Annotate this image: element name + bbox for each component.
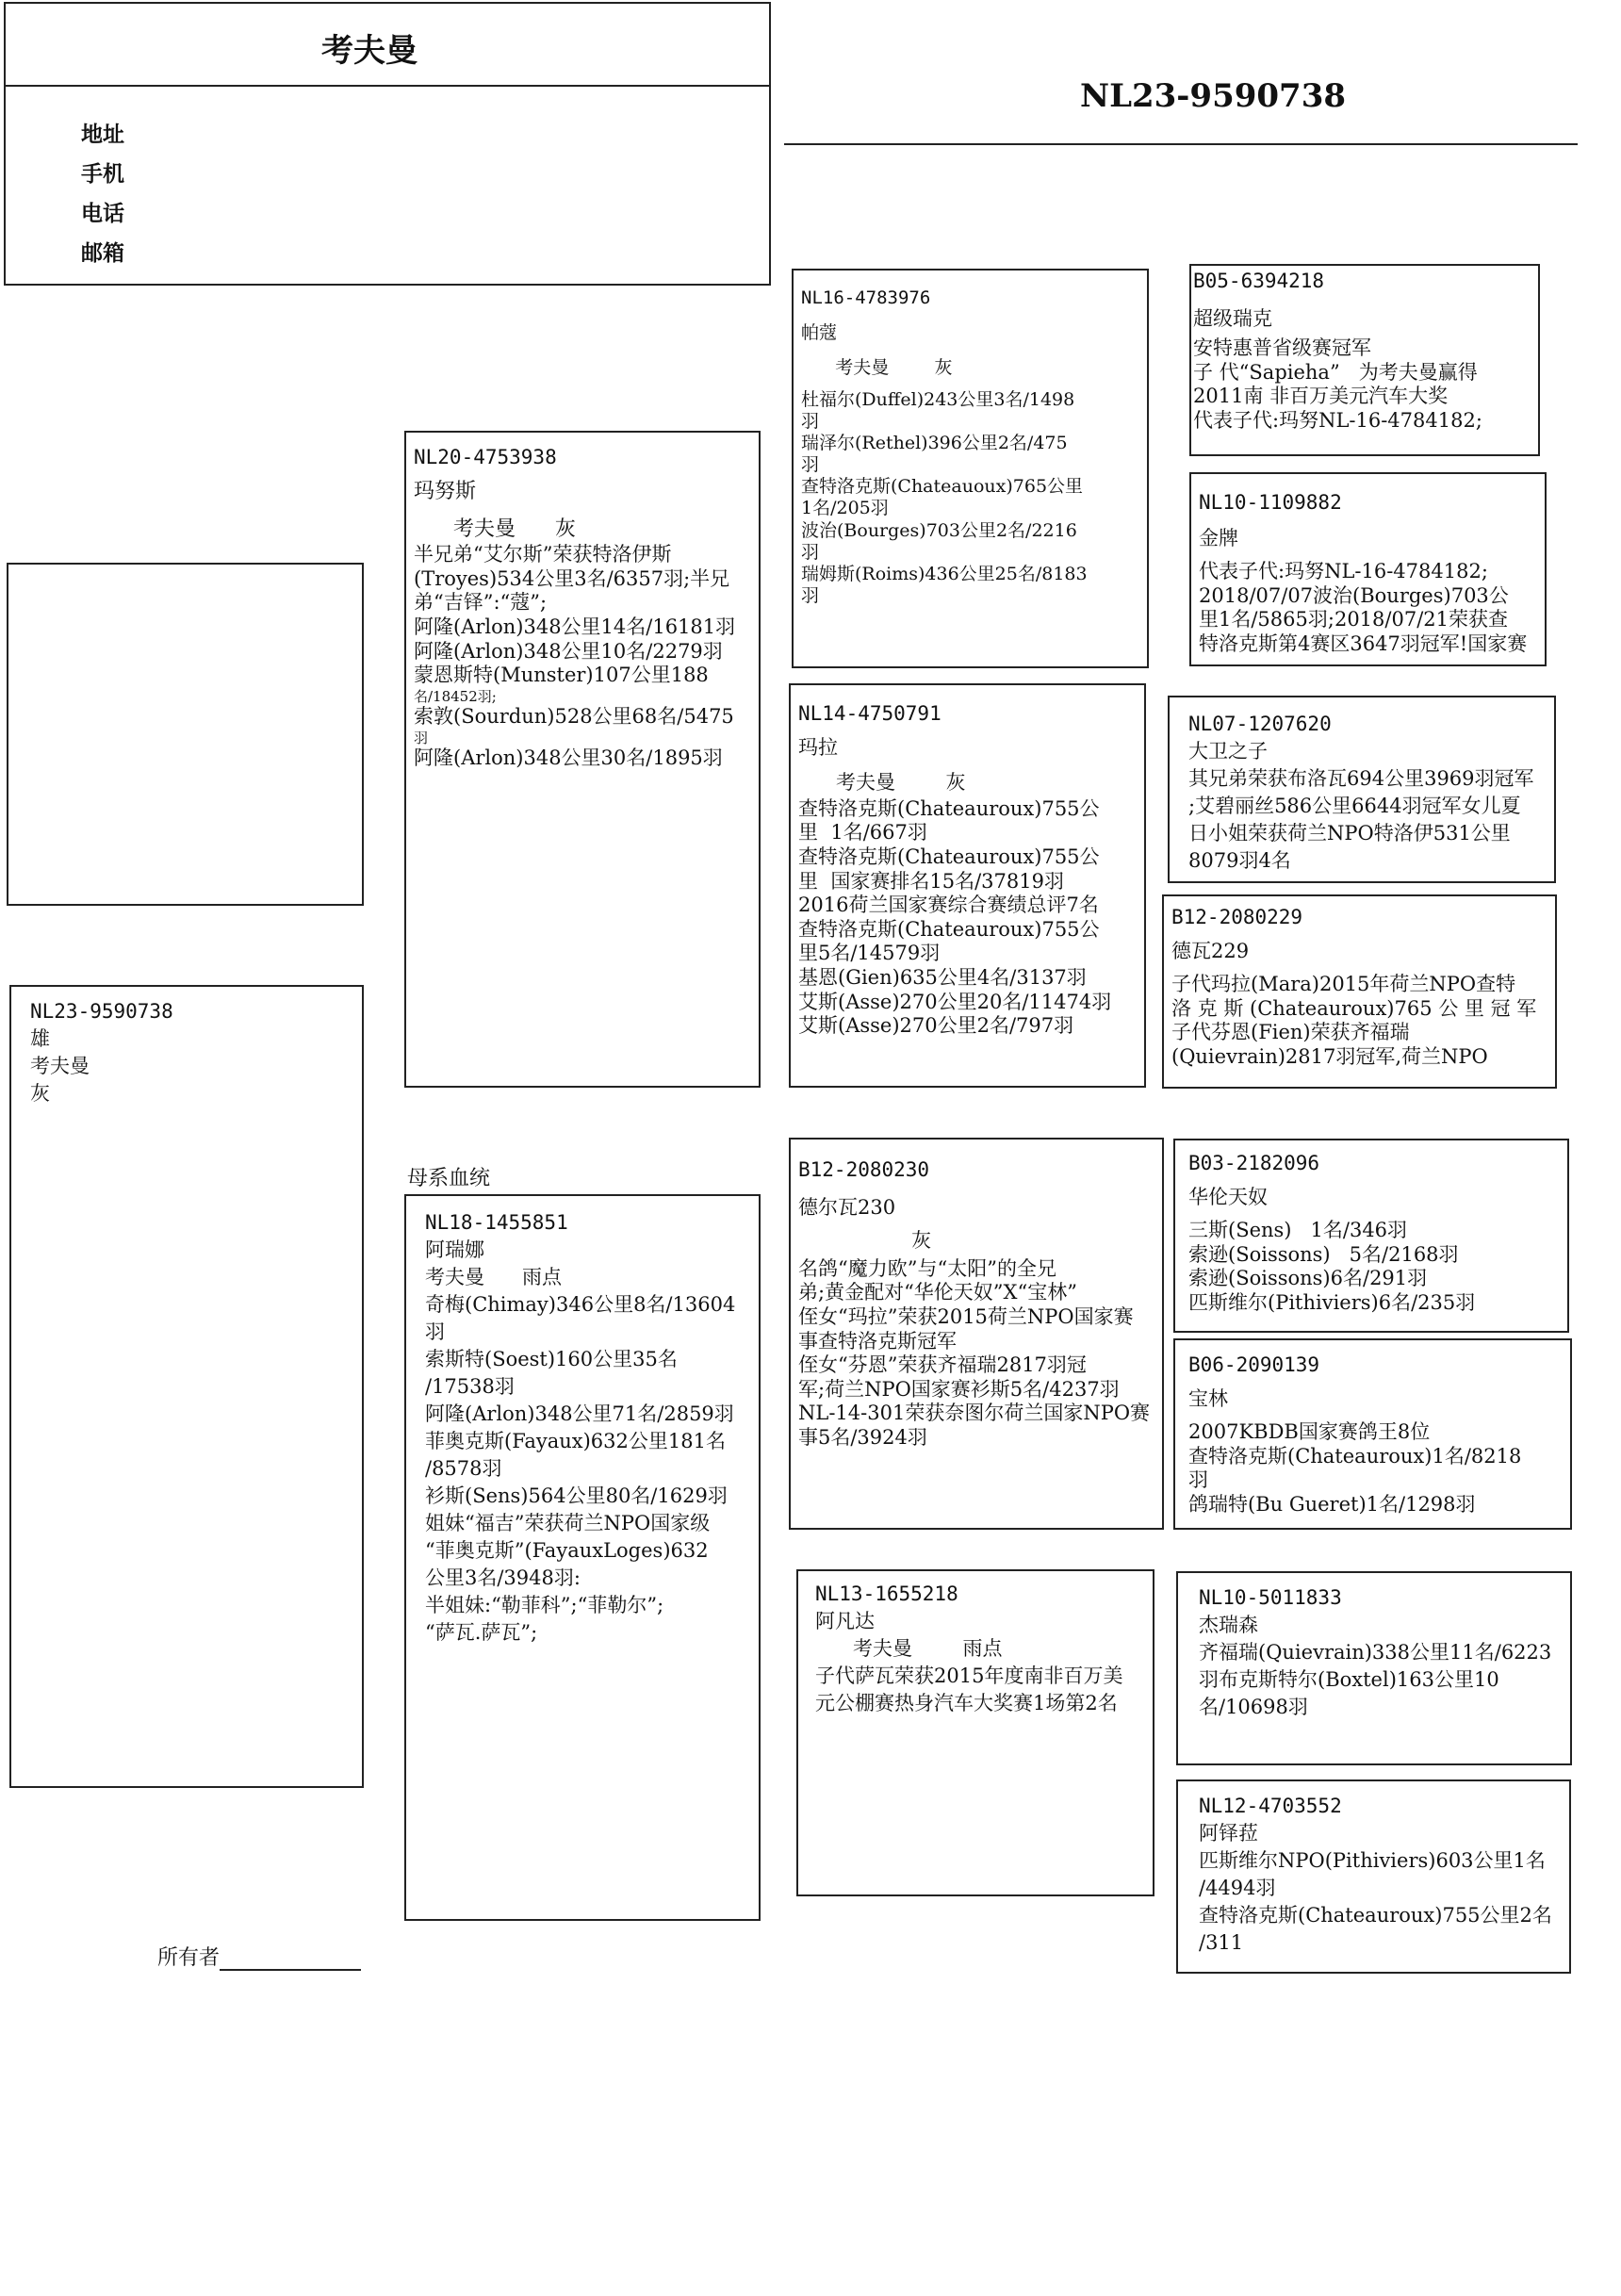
sire-line: 名/18452羽; — [414, 687, 497, 705]
sdd-box — [1162, 894, 1557, 1089]
sds-line: ;艾碧丽丝586公里6644羽冠军女儿夏 — [1188, 795, 1521, 817]
subject-color: 灰 — [30, 1082, 50, 1105]
ssd-line: 2018/07/07波治(Bourges)703公 — [1199, 583, 1509, 607]
dsd-line: 羽 — [1188, 1468, 1208, 1492]
ssd-line: 里1名/5865羽;2018/07/21荣获查 — [1199, 608, 1508, 631]
sd-line: 艾斯(Asse)270公里20名/11474羽 — [798, 990, 1112, 1013]
dam-dam-box — [796, 1569, 1154, 1896]
ds-line: 侄女“玛拉”荣获2015荷兰NPO国家赛 — [798, 1305, 1134, 1329]
ss-line: 1名/205羽 — [801, 498, 889, 519]
sss-box — [1189, 264, 1540, 456]
sdd-line: 子代玛拉(Mara)2015年荷兰NPO查特 — [1171, 973, 1516, 996]
sds-name: 大卫之子 — [1188, 740, 1268, 763]
ss-line: 羽 — [801, 585, 820, 607]
sdd-line: 洛 克 斯 (Chateauroux)765 公 里 冠 军 — [1171, 996, 1537, 1020]
ds-line: 弟;黄金配对“华伦天奴”X“宝林” — [798, 1281, 1077, 1304]
dam-line: 姐妹“福吉”荣获荷兰NPO国家级 — [425, 1512, 711, 1534]
dam-line: 索斯特(Soest)160公里35名 — [425, 1348, 678, 1370]
ds-line: NL-14-301荣获奈图尔荷兰国家NPO赛 — [798, 1402, 1151, 1425]
sdd-ring: B12-2080229 — [1171, 906, 1303, 928]
sire-breeder-color: 考夫曼 灰 — [414, 517, 576, 542]
ss-line: 波治(Bourges)703公里2名/2216 — [801, 519, 1077, 541]
dds-line: 羽布克斯特尔(Boxtel)163公里10 — [1199, 1668, 1499, 1691]
ds-line: 事5名/3924羽 — [798, 1426, 927, 1450]
sds-line: 其兄弟荣获布洛瓦694公里3969羽冠军 — [1188, 767, 1534, 790]
sds-box — [1168, 696, 1556, 883]
dss-name: 华伦天奴 — [1188, 1185, 1268, 1208]
ds-line: 侄女“芬恩”荣获齐福瑞2817羽冠 — [798, 1353, 1087, 1377]
dds-ring: NL10-5011833 — [1199, 1586, 1342, 1609]
sd-line: 基恩(Gien)635公里4名/3137羽 — [798, 966, 1087, 990]
ss-line: 羽 — [801, 541, 820, 563]
sss-line: 2011南 非百万美元汽车大奖 — [1193, 385, 1449, 408]
dss-line: 匹斯维尔(Pithiviers)6名/235羽 — [1188, 1291, 1476, 1315]
breeder-name: 考夫曼 — [321, 32, 418, 70]
dam-name: 阿瑞娜 — [425, 1238, 484, 1261]
ss-line: 羽 — [801, 454, 820, 476]
sd-line: 查特洛克斯(Chateauroux)755公 — [798, 917, 1100, 941]
sss-line: 安特惠普省级赛冠军 — [1193, 336, 1371, 360]
ddd-line: 查特洛克斯(Chateauroux)755公里2名 — [1199, 1904, 1552, 1927]
ssd-name: 金牌 — [1199, 526, 1238, 549]
sds-ring: NL07-1207620 — [1188, 713, 1332, 735]
sd-line: 查特洛克斯(Chateauroux)755公 — [798, 796, 1100, 820]
dam-line: “菲奥克斯”(FayauxLoges)632 — [425, 1539, 709, 1562]
sd-name: 玛拉 — [798, 735, 838, 759]
sd-line: 里 国家赛排名15名/37819羽 — [798, 869, 1064, 893]
dd-line: 子代萨瓦荣获2015年度南非百万美 — [815, 1665, 1123, 1687]
sd-line: 2016荷兰国家赛综合赛绩总评7名 — [798, 894, 1099, 917]
dds-line: 名/10698羽 — [1199, 1696, 1308, 1718]
dss-line: 三斯(Sens) 1名/346羽 — [1188, 1219, 1408, 1242]
sire-line: 弟“吉铎”:“蔻”; — [414, 591, 548, 615]
dsd-name: 宝林 — [1188, 1386, 1228, 1410]
dds-line: 齐福瑞(Quievrain)338公里11名/6223 — [1199, 1641, 1552, 1664]
dd-breeder-color: 考夫曼 雨点 — [815, 1637, 1003, 1660]
ds-line: 事查特洛克斯冠军 — [798, 1329, 957, 1353]
ssd-ring: NL10-1109882 — [1199, 491, 1342, 514]
subject-breeder: 考夫曼 — [30, 1055, 90, 1077]
ds-breeder-color: 灰 — [798, 1229, 932, 1253]
mobile-label: 手机 — [81, 161, 124, 187]
dam-breeder-color: 考夫曼 雨点 — [425, 1266, 563, 1288]
sire-line: 蒙恩斯特(Munster)107公里188 — [414, 664, 709, 687]
ds-line: 军;荷兰NPO国家赛衫斯5名/4237羽 — [798, 1377, 1120, 1401]
sire-line: 阿隆(Arlon)348公里30名/1895羽 — [414, 746, 723, 770]
ssd-line: 特洛克斯第4赛区3647羽冠军!国家赛 — [1199, 632, 1528, 656]
phone-label: 电话 — [81, 201, 124, 226]
dsd-ring: B06-2090139 — [1188, 1353, 1320, 1376]
dam-line: “萨瓦.萨瓦”; — [425, 1621, 538, 1644]
ss-ring: NL16-4783976 — [801, 287, 931, 308]
dam-ring: NL18-1455851 — [425, 1211, 568, 1234]
dam-line: 半姐妹:“勒菲科”;“菲勒尔”; — [425, 1594, 664, 1616]
dsd-line: 查特洛克斯(Chateauroux)1名/8218 — [1188, 1444, 1522, 1468]
dsd-box — [1173, 1338, 1572, 1530]
sire-ring: NL20-4753938 — [414, 446, 557, 468]
dsd-line: 鸽瑞特(Bu Gueret)1名/1298羽 — [1188, 1493, 1476, 1517]
owner-line — [157, 1942, 361, 1971]
email-label: 邮箱 — [81, 240, 124, 266]
ssd-line: 代表子代:玛努NL-16-4784182; — [1199, 560, 1488, 583]
sire-line: 索敦(Sourdun)528公里68名/5475 — [414, 705, 734, 729]
contact-labels — [81, 115, 124, 273]
dam-line: 奇梅(Chimay)346公里8名/13604 — [425, 1293, 736, 1316]
dss-line: 索逊(Soissons)6名/291羽 — [1188, 1267, 1428, 1290]
sss-name: 超级瑞克 — [1193, 306, 1272, 330]
sss-line: 代表子代:玛努NL-16-4784182; — [1193, 409, 1482, 433]
ddd-box — [1176, 1779, 1571, 1974]
sd-line: 艾斯(Asse)270公里2名/797羽 — [798, 1014, 1074, 1038]
ss-breeder-color: 考夫曼 灰 — [801, 357, 953, 379]
ds-line: 名鸽“魔力欧”与“太阳”的全兄 — [798, 1256, 1056, 1280]
main-ring-number: NL23-9590738 — [1080, 77, 1347, 115]
ds-ring: B12-2080230 — [798, 1158, 930, 1181]
subject-sex: 雄 — [30, 1027, 50, 1050]
ss-line: 瑞姆斯(Roims)436公里25名/8183 — [801, 563, 1088, 584]
dam-line: 公里3名/3948羽: — [425, 1566, 581, 1589]
ss-line: 瑞泽尔(Rethel)396公里2名/475 — [801, 432, 1068, 453]
dam-line: /8578羽 — [425, 1457, 502, 1480]
sire-name: 玛努斯 — [414, 479, 477, 503]
ss-line: 羽 — [801, 410, 820, 432]
ddd-name: 阿铎菈 — [1199, 1822, 1258, 1845]
sdd-name: 德瓦229 — [1171, 939, 1250, 962]
dd-ring: NL13-1655218 — [815, 1583, 958, 1605]
ss-line: 杜福尔(Duffel)243公里3名/1498 — [801, 388, 1075, 410]
dam-line: 衫斯(Sens)564公里80名/1629羽 — [425, 1484, 728, 1507]
dam-section-label: 母系血统 — [407, 1167, 491, 1190]
sd-line: 查特洛克斯(Chateauroux)755公 — [798, 845, 1100, 869]
dam-box — [404, 1194, 761, 1921]
ds-name: 德尔瓦230 — [798, 1195, 896, 1219]
address-label: 地址 — [81, 122, 124, 147]
sire-dam-box — [789, 683, 1146, 1088]
sd-line: 里 1名/667羽 — [798, 821, 927, 845]
sdd-line: 子代芬恩(Fien)荣获齐福瑞 — [1171, 1021, 1410, 1044]
sss-line: 子 代“Sapieha” 为考夫曼赢得 — [1193, 360, 1478, 384]
dss-line: 索逊(Soissons) 5名/2168羽 — [1188, 1242, 1459, 1266]
subject-ring: NL23-9590738 — [30, 1000, 173, 1023]
dss-box — [1173, 1139, 1569, 1333]
ss-name: 帕蔻 — [801, 322, 838, 344]
sire-line: 半兄弟“艾尔斯”荣获特洛伊斯 — [414, 543, 672, 566]
sdd-line: (Quievrain)2817羽冠军,荷兰NPO — [1171, 1045, 1488, 1069]
dam-line: 菲奥克斯(Fayaux)632公里181名 — [425, 1430, 726, 1452]
ddd-line: 匹斯维尔NPO(Pithiviers)603公里1名 — [1199, 1849, 1546, 1872]
dsd-line: 2007KBDB国家赛鸽王8位 — [1188, 1420, 1431, 1444]
sd-breeder-color: 考夫曼 灰 — [798, 771, 966, 795]
dam-sire-box — [789, 1138, 1164, 1530]
sds-line: 日小姐荣获荷兰NPO特洛伊531公里 — [1188, 822, 1511, 845]
owner-label: 所有者 — [157, 1946, 221, 1970]
sire-box — [404, 431, 761, 1088]
sire-sire-box — [792, 269, 1149, 668]
sire-line: 羽 — [414, 729, 429, 746]
dd-name: 阿凡达 — [815, 1610, 875, 1632]
dam-line: 阿隆(Arlon)348公里71名/2859羽 — [425, 1402, 734, 1425]
ddd-line: /4494羽 — [1199, 1877, 1276, 1899]
photo-box — [7, 563, 364, 906]
dss-ring: B03-2182096 — [1188, 1152, 1320, 1174]
ss-line: 查特洛克斯(Chateauoux)765公里 — [801, 476, 1084, 498]
ddd-ring: NL12-4703552 — [1199, 1795, 1342, 1817]
sire-line: 阿隆(Arlon)348公里10名/2279羽 — [414, 639, 723, 663]
dds-box — [1176, 1571, 1572, 1765]
sire-line: (Troyes)534公里3名/6357羽;半兄 — [414, 566, 730, 590]
ssd-box — [1189, 472, 1547, 666]
dam-line: /17538羽 — [425, 1375, 515, 1398]
dds-name: 杰瑞森 — [1199, 1614, 1258, 1636]
ddd-line: /311 — [1199, 1931, 1244, 1954]
owner-signature-line[interactable] — [220, 1948, 361, 1971]
sds-line: 8079羽4名 — [1188, 849, 1291, 872]
dd-line: 元公棚赛热身汽车大奖赛1场第2名 — [815, 1692, 1118, 1714]
header-box — [4, 2, 771, 286]
dam-line: 羽 — [425, 1320, 445, 1343]
subject-box — [9, 985, 364, 1788]
sire-line: 阿隆(Arlon)348公里14名/16181羽 — [414, 615, 736, 639]
sd-ring: NL14-4750791 — [798, 702, 941, 725]
sd-line: 里5名/14579羽 — [798, 942, 941, 965]
header-rule — [784, 143, 1578, 145]
header-title-row — [6, 4, 769, 87]
sss-ring: B05-6394218 — [1193, 270, 1325, 292]
